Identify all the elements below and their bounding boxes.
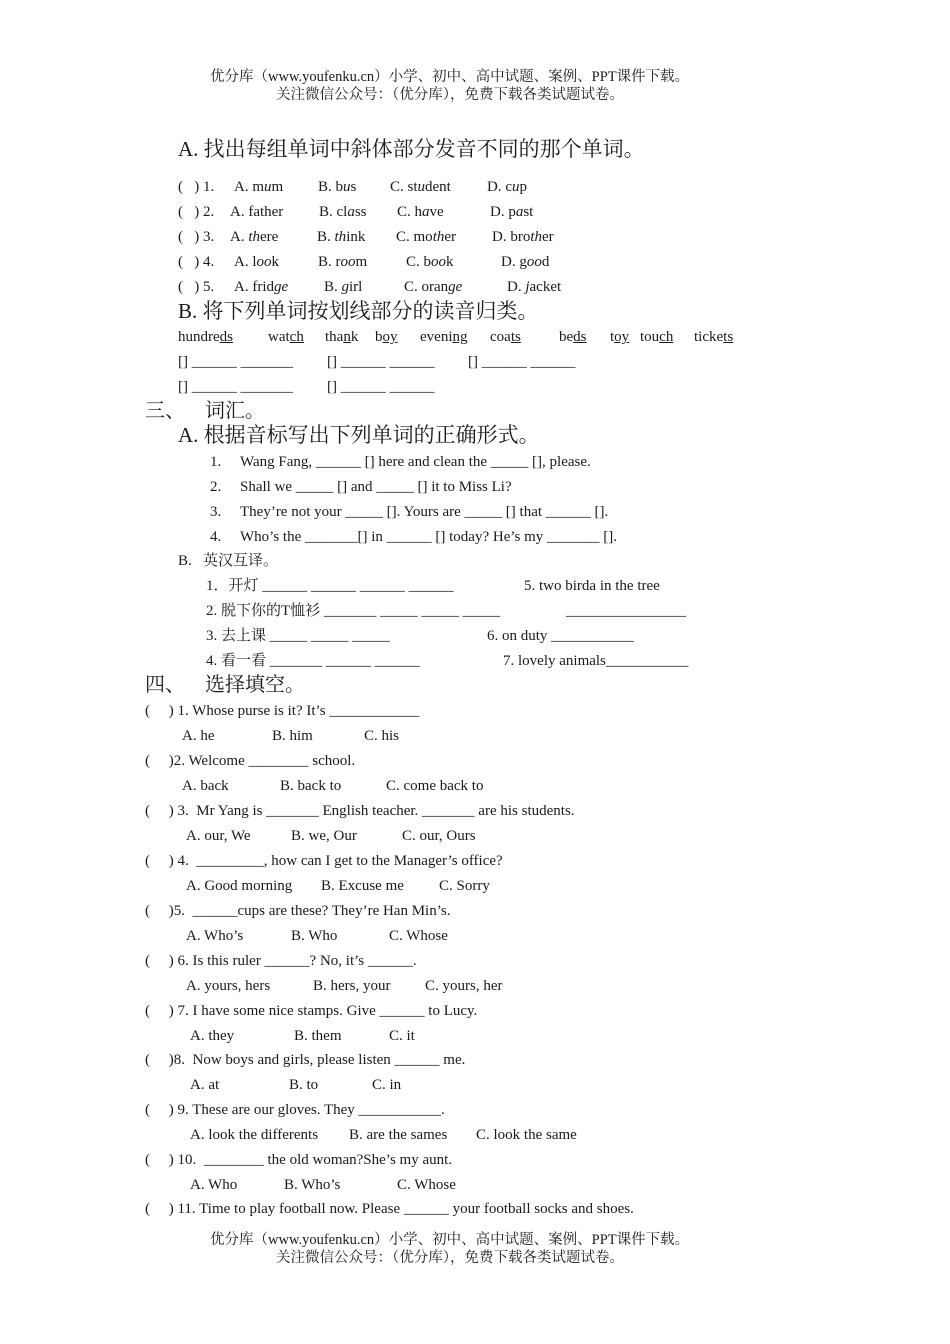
mc-option[interactable]: A. he <box>182 728 215 744</box>
header-line-1: 优分库（www.youfenku.cn）小学、初中、高中试题、案例、PPT课件下载。 <box>210 69 690 85</box>
part-b-blank-2[interactable]: [] ______ ______ <box>327 354 435 370</box>
part-a-title: A. 找出每组单词中斜体部分发音不同的那个单词。 <box>178 137 645 161</box>
word-hundreds: hundreds <box>178 329 233 345</box>
section-3-title: 三、 词汇。 <box>145 400 265 422</box>
mc-option[interactable]: C. Whose <box>389 928 448 944</box>
translation-item: 1．开灯 ______ ______ ______ ______ <box>206 578 454 594</box>
mc-option[interactable]: C. yours, her <box>425 978 503 994</box>
mc-option[interactable]: A. Who <box>190 1177 238 1193</box>
mc-option[interactable]: B. we, Our <box>291 828 357 844</box>
mc-question: ( )8. Now boys and girls, please listen ______ me. <box>145 1052 466 1068</box>
vocab-item-num: 3. <box>210 504 222 520</box>
mc-question: ( ) 3. Mr Yang is _______ English teacher. _______ are his students. <box>145 803 575 819</box>
footer-line-2: 关注微信公众号：（优分库），免费下载各类试题试卷。 <box>276 1250 624 1266</box>
translation-item: 5. two birda in the tree <box>524 578 660 594</box>
vocab-item-text: They’re not your _____ []. Yours are _____ [] that ______ []. <box>240 504 609 520</box>
mc-option[interactable]: B. to <box>289 1077 319 1093</box>
vocab-item-text: Who’s the _______[] in ______ [] today? He’s my _______ []. <box>240 529 618 545</box>
vocab-item-num: 1. <box>210 454 222 470</box>
mc-question: ( ) 7. I have some nice stamps. Give ______ to Lucy. <box>145 1003 478 1019</box>
word-thank: thank <box>325 329 359 345</box>
mc-option[interactable]: C. Sorry <box>439 878 490 894</box>
part-b-title: B. 将下列单词按划线部分的读音归类。 <box>178 299 539 323</box>
part-b-blank-1[interactable]: [] ______ _______ <box>178 354 293 370</box>
mc-option[interactable]: C. his <box>364 728 400 744</box>
section-3-part-b-title: B. 英汉互译。 <box>178 553 279 569</box>
mc-option[interactable]: C. look the same <box>476 1127 577 1143</box>
mc-option[interactable]: B. Who <box>291 928 338 944</box>
mc-question: ( ) 11. Time to play football now. Please ______ your football socks and shoes. <box>145 1201 634 1217</box>
mc-option[interactable]: A. look the differents <box>190 1127 319 1143</box>
mc-option[interactable]: B. back to <box>280 778 342 794</box>
mc-question: ( )2. Welcome ________ school. <box>145 753 356 769</box>
word-tickets: tickets <box>694 329 734 345</box>
mc-question: ( ) 1. Whose purse is it? It’s ____________ <box>145 703 420 719</box>
word-toy: toy <box>610 329 630 345</box>
mc-option[interactable]: A. our, We <box>186 828 251 844</box>
mc-option[interactable]: B. Who’s <box>284 1177 341 1193</box>
mc-question: ( ) 9. These are our gloves. They ___________. <box>145 1102 445 1118</box>
vocab-item-text: Shall we _____ [] and _____ [] it to Miss Li? <box>240 479 512 495</box>
mc-option[interactable]: A. they <box>190 1028 235 1044</box>
mc-option[interactable]: B. are the sames <box>349 1127 448 1143</box>
mc-option[interactable]: B. them <box>294 1028 342 1044</box>
mc-option[interactable]: C. our, Ours <box>402 828 476 844</box>
section-3-part-a-title: A. 根据音标写出下列单词的正确形式。 <box>178 423 540 447</box>
vocab-item-num: 2. <box>210 479 222 495</box>
mc-option[interactable]: A. at <box>190 1077 220 1093</box>
translation-item: 2. 脱下你的T恤衫 _______ _____ _____ _____ <box>206 603 501 619</box>
mc-question: ( ) 4. _________, how can I get to the Manager’s office? <box>145 853 503 869</box>
word-evening: evening <box>420 329 468 345</box>
part-b-blank-3[interactable]: [] ______ ______ <box>468 354 576 370</box>
mc-option[interactable]: B. him <box>272 728 313 744</box>
word-touch: touch <box>640 329 674 345</box>
word-coats: coats <box>490 329 521 345</box>
word-beds: beds <box>559 329 587 345</box>
part-b-blank-5[interactable]: [] ______ ______ <box>327 379 435 395</box>
translation-item: ________________ <box>566 603 686 619</box>
word-watch: watch <box>268 329 304 345</box>
mc-option[interactable]: B. hers, your <box>313 978 391 994</box>
translation-item: 6. on duty ___________ <box>487 628 634 644</box>
section-4-title: 四、 选择填空。 <box>145 674 305 696</box>
vocab-item-num: 4. <box>210 529 222 545</box>
mc-option[interactable]: B. Excuse me <box>321 878 404 894</box>
mc-question: ( ) 6. Is this ruler ______? No, it’s ______. <box>145 953 417 969</box>
footer-line-1: 优分库（www.youfenku.cn）小学、初中、高中试题、案例、PPT课件下载。 <box>210 1232 690 1248</box>
mc-option[interactable]: A. Who’s <box>186 928 244 944</box>
part-b-blank-4[interactable]: [] ______ _______ <box>178 379 293 395</box>
translation-item: 7. lovely animals___________ <box>503 653 689 669</box>
mc-option[interactable]: A. yours, hers <box>186 978 271 994</box>
mc-option[interactable]: A. back <box>182 778 229 794</box>
header-line-2: 关注微信公众号：（优分库），免费下载各类试题试卷。 <box>276 87 624 103</box>
word-boy: boy <box>375 329 398 345</box>
mc-option[interactable]: C. come back to <box>386 778 484 794</box>
translation-item: 4. 看一看 _______ ______ ______ <box>206 653 420 669</box>
mc-option[interactable]: C. it <box>389 1028 415 1044</box>
mc-option[interactable]: C. Whose <box>397 1177 456 1193</box>
mc-option[interactable]: C. in <box>372 1077 402 1093</box>
mc-question: ( )5. ______cups are these? They’re Han Min’s. <box>145 903 451 919</box>
vocab-item-text: Wang Fang, ______ [] here and clean the _____ [], please. <box>240 454 591 470</box>
translation-item: 3. 去上课 _____ _____ _____ <box>206 628 390 644</box>
mc-option[interactable]: A. Good morning <box>186 878 293 894</box>
mc-question: ( ) 10. ________ the old woman?She’s my aunt. <box>145 1152 453 1168</box>
